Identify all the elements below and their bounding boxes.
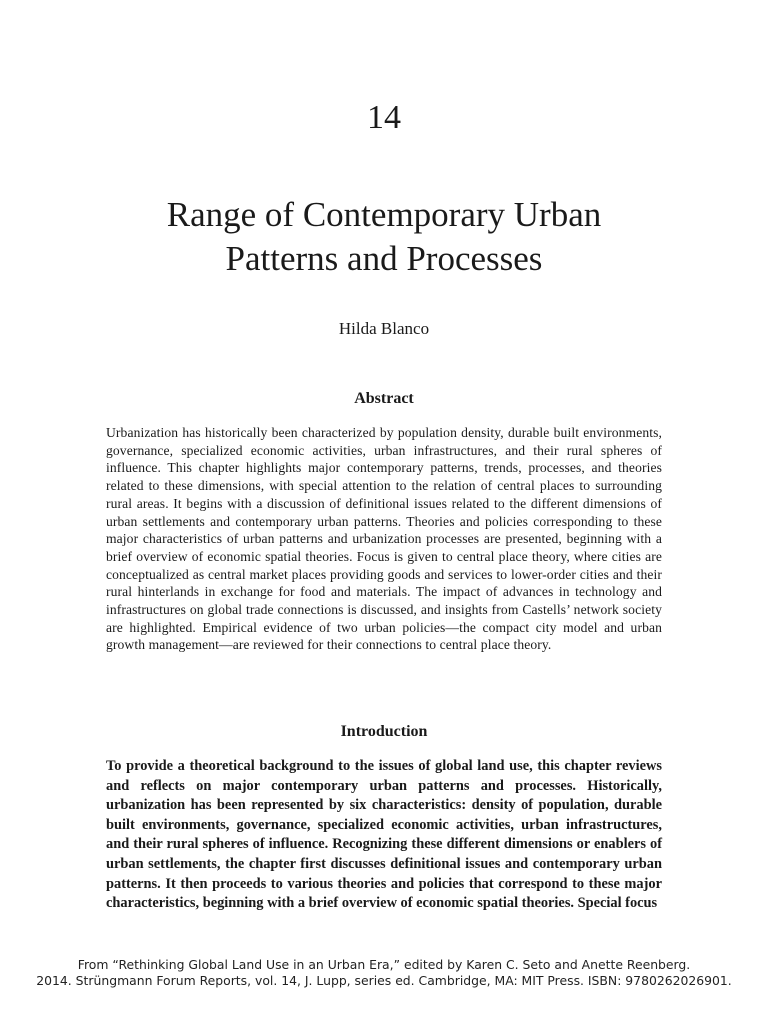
- introduction-body: To provide a theoretical background to the issues of global land use, this chapter reviews and reflects on major contemporary urban patterns and processes. Historically, urbanization has been represented by six characteristics: density of population, durable built environments, governance, specialized economic activities, urban infrastructures, and their rural spheres of influence. Recognizing these different dimensions or enablers of urban settlements, the chapter first discusses definitional issues and contemporary urban patterns. It then proceeds to various theories and policies that correspond to these major characteristics, beginning with a brief overview of economic spatial theories. Special focus: [106, 758, 662, 912]
- chapter-title-line1: Range of Contemporary Urban: [166, 195, 602, 234]
- citation-line-1: From “Rethinking Global Land Use in an Urban Era,” edited by Karen C. Seto and Anette Reenberg.: [77, 957, 691, 972]
- introduction-heading: Introduction: [340, 723, 428, 740]
- abstract-heading: Abstract: [354, 390, 414, 407]
- chapter-title-line2: Patterns and Processes: [225, 239, 543, 278]
- abstract-body: Urbanization has historically been characterized by population density, durable built environments, governance, specialized economic activities, urban infrastructures, and their rural spheres of influence. This chapter highlights major contemporary patterns, trends, processes, and theories related to these dimensions, with special attention to the relation of central places to surrounding rural areas. It begins with a discussion of definitional issues related to the different dimensions of urban settlements and contemporary urban patterns. Theories and policies corresponding to these major characteristics of urban patterns and urbanization processes are presented, beginning with a brief overview of economic spatial theories. Focus is given to central place theory, where cities are conceptualized as central market places providing goods and services to lower-order cities and their rural hinterlands in exchange for food and materials. The impact of advances in technology and infrastructures on global trade connections is discussed, and insights from Castells’ network society are highlighted. Empirical evidence of two urban policies—the compact city model and urban growth management—are reviewed for their connections to central place theory.: [106, 425, 662, 653]
- citation-footer: [20, 957, 748, 989]
- chapter-title: [60, 193, 708, 281]
- chapter-number: 14: [367, 99, 401, 136]
- author-name: Hilda Blanco: [338, 319, 430, 338]
- citation-line-2: 2014. Strüngmann Forum Reports, vol. 14, J. Lupp, series ed. Cambridge, MA: MIT Press. ISBN: 9780262026901.: [36, 973, 732, 988]
